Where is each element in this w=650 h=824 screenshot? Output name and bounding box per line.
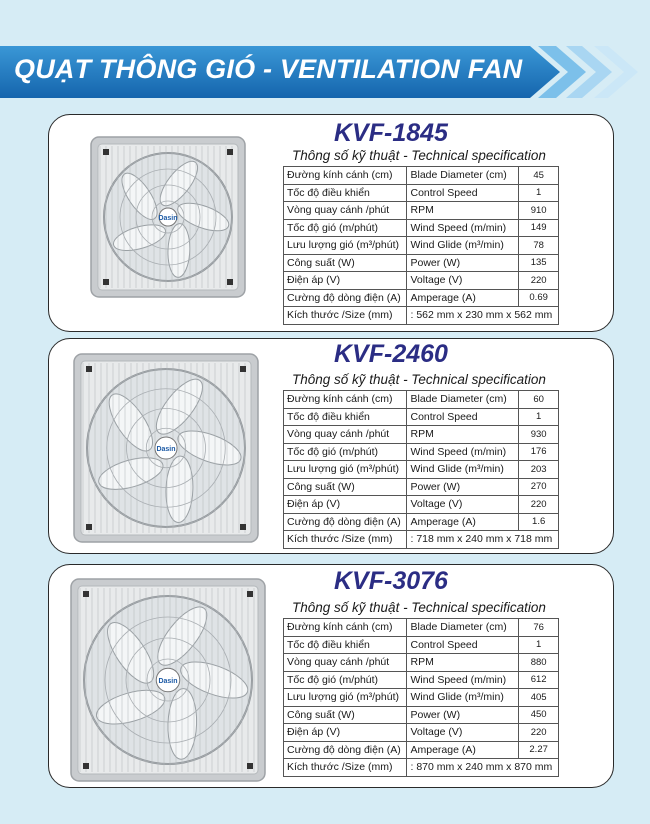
spec-row	[284, 184, 559, 202]
spec-row	[284, 254, 559, 272]
spec-value: 149	[519, 219, 559, 237]
spec-label-vi: Đường kính cánh (cm)	[284, 619, 407, 637]
spec-row	[284, 408, 559, 426]
model-name: KVF-1845	[334, 119, 448, 147]
spec-row	[284, 671, 559, 689]
spec-row	[284, 426, 559, 444]
size-label: Kích thước /Size (mm)	[284, 307, 407, 325]
brand-label: Dasin	[158, 678, 178, 685]
spec-label-vi: Lưu lượng gió (m³/phút)	[284, 237, 407, 255]
spec-label-vi: Tốc độ gió (m/phút)	[284, 443, 407, 461]
spec-value: 78	[519, 237, 559, 255]
spec-row-size	[284, 759, 559, 777]
spec-label-vi: Điện áp (V)	[284, 724, 407, 742]
spec-table	[283, 390, 559, 549]
spec-value: 1	[519, 184, 559, 202]
spec-row	[284, 724, 559, 742]
spec-label-vi: Cường độ dòng điện (A)	[284, 289, 407, 307]
fan-photo	[70, 578, 266, 782]
size-label: Kích thước /Size (mm)	[284, 531, 407, 549]
spec-label-vi: Công suất (W)	[284, 478, 407, 496]
spec-value: 203	[519, 461, 559, 479]
spec-row	[284, 689, 559, 707]
spec-value: 220	[519, 724, 559, 742]
spec-label-vi: Tốc độ gió (m/phút)	[284, 219, 407, 237]
spec-row	[284, 202, 559, 220]
spec-label-en: Wind Speed (m/min)	[407, 671, 519, 689]
spec-row	[284, 167, 559, 185]
spec-value: 612	[519, 671, 559, 689]
spec-row	[284, 741, 559, 759]
spec-row	[284, 654, 559, 672]
spec-label-vi: Điện áp (V)	[284, 496, 407, 514]
model-name: KVF-2460	[334, 340, 448, 368]
spec-label-en: Wind Glide (m³/min)	[407, 689, 519, 707]
spec-row	[284, 289, 559, 307]
spec-label-en: Control Speed	[407, 636, 519, 654]
spec-label-en: Voltage (V)	[407, 496, 519, 514]
spec-label-vi: Vòng quay cánh /phút	[284, 202, 407, 220]
spec-value: 910	[519, 202, 559, 220]
spec-label-en: Blade Diameter (cm)	[407, 167, 519, 185]
spec-label-en: RPM	[407, 202, 519, 220]
spec-label-en: Wind Glide (m³/min)	[407, 461, 519, 479]
spec-value: 176	[519, 443, 559, 461]
fan-photo	[90, 136, 246, 298]
spec-value: 76	[519, 619, 559, 637]
spec-row	[284, 513, 559, 531]
spec-value: 1	[519, 636, 559, 654]
spec-label-vi: Công suất (W)	[284, 254, 407, 272]
spec-row	[284, 478, 559, 496]
model-name: KVF-3076	[334, 567, 448, 595]
spec-value: 1.6	[519, 513, 559, 531]
spec-label-en: Blade Diameter (cm)	[407, 619, 519, 637]
spec-label-vi: Tốc độ điều khiển	[284, 636, 407, 654]
spec-value: 45	[519, 167, 559, 185]
spec-label-vi: Lưu lượng gió (m³/phút)	[284, 689, 407, 707]
spec-label-vi: Cường độ dòng điện (A)	[284, 513, 407, 531]
spec-label-vi: Đường kính cánh (cm)	[284, 391, 407, 409]
spec-label-en: Blade Diameter (cm)	[407, 391, 519, 409]
spec-label-vi: Vòng quay cánh /phút	[284, 654, 407, 672]
spec-label-vi: Công suất (W)	[284, 706, 407, 724]
size-value: : 718 mm x 240 mm x 718 mm	[407, 531, 559, 549]
size-value: : 870 mm x 240 mm x 870 mm	[407, 759, 559, 777]
spec-label-en: Power (W)	[407, 254, 519, 272]
size-value: : 562 mm x 230 mm x 562 mm	[407, 307, 559, 325]
spec-row	[284, 391, 559, 409]
fan-photo	[73, 353, 259, 543]
spec-value: 220	[519, 272, 559, 290]
spec-row	[284, 496, 559, 514]
spec-value: 880	[519, 654, 559, 672]
spec-label-vi: Tốc độ gió (m/phút)	[284, 671, 407, 689]
spec-value: 270	[519, 478, 559, 496]
spec-row-size	[284, 531, 559, 549]
spec-value: 220	[519, 496, 559, 514]
spec-label-vi: Lưu lượng gió (m³/phút)	[284, 461, 407, 479]
spec-label-en: Control Speed	[407, 184, 519, 202]
spec-row-size	[284, 307, 559, 325]
spec-table	[283, 166, 559, 325]
spec-row	[284, 619, 559, 637]
spec-label-en: RPM	[407, 426, 519, 444]
spec-label-en: Amperage (A)	[407, 741, 519, 759]
spec-label-vi: Tốc độ điều khiển	[284, 408, 407, 426]
spec-label-en: Control Speed	[407, 408, 519, 426]
spec-label-en: Power (W)	[407, 478, 519, 496]
spec-label-vi: Tốc độ điều khiển	[284, 184, 407, 202]
header-banner	[0, 46, 650, 98]
spec-label-vi: Cường độ dòng điện (A)	[284, 741, 407, 759]
spec-label-en: Voltage (V)	[407, 724, 519, 742]
page-title: QUẠT THÔNG GIÓ - VENTILATION FAN	[14, 54, 523, 84]
spec-table	[283, 618, 559, 777]
spec-row	[284, 272, 559, 290]
brand-label: Dasin	[158, 215, 178, 222]
spec-row	[284, 219, 559, 237]
spec-label-en: Wind Speed (m/min)	[407, 443, 519, 461]
spec-row	[284, 237, 559, 255]
spec-value: 930	[519, 426, 559, 444]
spec-label-en: Amperage (A)	[407, 289, 519, 307]
spec-label-en: Wind Glide (m³/min)	[407, 237, 519, 255]
spec-value: 0.69	[519, 289, 559, 307]
spec-title: Thông số kỹ thuật - Technical specification	[292, 600, 546, 615]
spec-label-vi: Đường kính cánh (cm)	[284, 167, 407, 185]
spec-row	[284, 443, 559, 461]
spec-row	[284, 706, 559, 724]
spec-label-en: Amperage (A)	[407, 513, 519, 531]
spec-label-vi: Điện áp (V)	[284, 272, 407, 290]
spec-label-vi: Vòng quay cánh /phút	[284, 426, 407, 444]
spec-label-en: Voltage (V)	[407, 272, 519, 290]
brand-label: Dasin	[156, 446, 176, 453]
spec-value: 60	[519, 391, 559, 409]
spec-value: 450	[519, 706, 559, 724]
spec-row	[284, 636, 559, 654]
size-label: Kích thước /Size (mm)	[284, 759, 407, 777]
spec-title: Thông số kỹ thuật - Technical specification	[292, 372, 546, 387]
spec-label-en: RPM	[407, 654, 519, 672]
spec-value: 135	[519, 254, 559, 272]
spec-row	[284, 461, 559, 479]
spec-value: 1	[519, 408, 559, 426]
spec-title: Thông số kỹ thuật - Technical specification	[292, 148, 546, 163]
spec-label-en: Power (W)	[407, 706, 519, 724]
spec-label-en: Wind Speed (m/min)	[407, 219, 519, 237]
spec-value: 2.27	[519, 741, 559, 759]
spec-value: 405	[519, 689, 559, 707]
